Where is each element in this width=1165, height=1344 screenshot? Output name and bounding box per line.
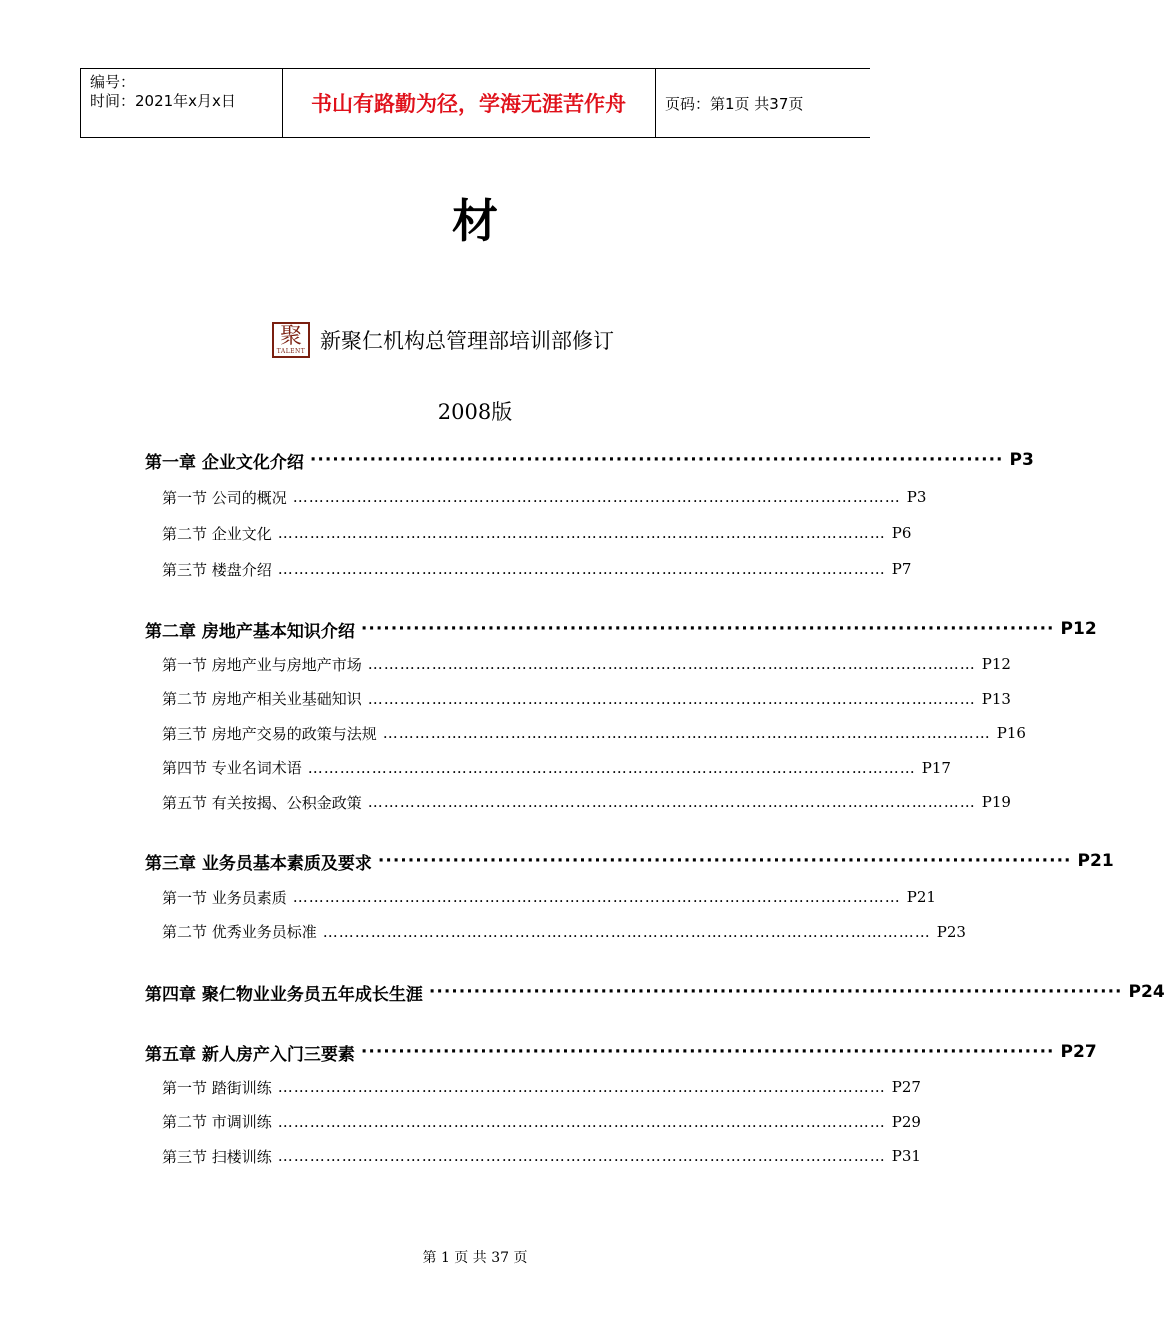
toc-leader-dots: …………………………………………………………………………………………………… (277, 1078, 886, 1096)
org-name: 新聚仁机构总管理部培训部修订 (320, 329, 614, 353)
toc-chapter-title: 第二章 房地产基本知识介绍 (145, 621, 355, 642)
toc-leader-dots: ····························································································· (360, 1042, 1055, 1062)
toc-section-page: P7 (891, 560, 912, 578)
toc-section-title: 第一节 业务员素质 (162, 888, 287, 907)
header-meta (90, 73, 236, 111)
toc-section-page: P3 (906, 488, 927, 506)
toc-section-title: 第二节 优秀业务员标准 (162, 923, 317, 941)
toc-section (162, 1111, 921, 1133)
toc-section-title: 第二节 房地产相关业基础知识 (162, 690, 362, 708)
toc-section-page: P21 (906, 888, 936, 906)
toc-leader-dots: …………………………………………………………………………………………………… (307, 758, 916, 777)
toc-section (162, 522, 912, 544)
toc-section-page: P6 (891, 524, 912, 542)
toc-section (162, 688, 1011, 710)
toc-section-page: P29 (891, 1112, 921, 1131)
toc-section (162, 1145, 921, 1167)
toc-leader-dots: …………………………………………………………………………………………………… (367, 793, 976, 811)
toc-leader-dots: …………………………………………………………………………………………………… (277, 524, 886, 542)
toc-section (162, 757, 951, 779)
toc-leader-dots: …………………………………………………………………………………………………… (367, 655, 976, 673)
toc-leader-dots: …………………………………………………………………………………………………… (382, 724, 991, 742)
toc-chapter-page: P24 (1128, 982, 1165, 1002)
toc-section-title: 第五节 有关按揭、公积金政策 (162, 793, 362, 812)
toc-chapter (145, 617, 1097, 642)
logo-glyph: 聚 (279, 324, 302, 349)
toc-section-title: 第四节 专业名词术语 (162, 759, 302, 777)
org-line (272, 322, 614, 358)
toc-section-page: P13 (981, 689, 1011, 708)
logo-text: TALENT (276, 348, 306, 355)
toc-section (162, 791, 1011, 813)
header-table (80, 68, 870, 138)
toc-section-title: 第三节 楼盘介绍 (162, 560, 272, 579)
header-motto: 书山有路勤为径，学海无涯苦作舟 (311, 92, 626, 116)
toc-section-title: 第一节 房地产业与房地产市场 (162, 655, 362, 674)
header-divider (80, 69, 81, 137)
toc-chapter-title: 第五章 新人房产入门三要素 (145, 1044, 355, 1065)
toc-chapter-title: 第四章 聚仁物业业务员五年成长生涯 (145, 984, 423, 1005)
toc-section-title: 第二节 市调训练 (162, 1113, 272, 1131)
toc-chapter (145, 849, 1114, 874)
toc-chapter-page: P12 (1060, 619, 1097, 639)
toc-section-page: P27 (891, 1078, 921, 1096)
toc-section (162, 1076, 921, 1098)
header-divider (655, 69, 656, 137)
toc-chapter-title: 第三章 业务员基本素质及要求 (145, 853, 372, 874)
talent-logo-icon (272, 322, 310, 358)
toc-leader-dots: …………………………………………………………………………………………………… (292, 888, 901, 906)
toc-chapter-title: 第一章 企业文化介绍 (145, 452, 304, 473)
toc-chapter (145, 980, 1165, 1005)
header-page-info: 页码：第1页 共37页 (665, 94, 804, 113)
toc-section (162, 722, 1026, 744)
toc-section (162, 886, 936, 908)
toc-chapter-page: P21 (1077, 851, 1114, 871)
version-label: 2008版 (437, 400, 513, 424)
toc-leader-dots: …………………………………………………………………………………………………… (322, 922, 931, 941)
toc-leader-dots: …………………………………………………………………………………………………… (292, 488, 901, 506)
toc-section-page: P12 (981, 655, 1011, 673)
page-footer: 第 1 页 共 37 页 (422, 1250, 528, 1266)
toc-section-title: 第一节 公司的概况 (162, 488, 287, 507)
toc-chapter (145, 1040, 1097, 1065)
toc-chapter (145, 448, 1034, 473)
toc-chapter-page: P27 (1060, 1042, 1097, 1062)
toc-section-title: 第三节 房地产交易的政策与法规 (162, 724, 377, 743)
toc-section-page: P17 (921, 758, 951, 777)
toc-leader-dots: ····························································································· (377, 851, 1072, 871)
toc-section (162, 653, 1011, 675)
toc-chapter-page: P3 (1009, 450, 1034, 470)
toc-section (162, 486, 927, 508)
time-label: 时间：2021年x月x日 (90, 92, 236, 110)
toc-leader-dots: ····························································································· (428, 982, 1123, 1002)
toc-section-title: 第二节 企业文化 (162, 524, 272, 543)
toc-leader-dots: …………………………………………………………………………………………………… (277, 560, 886, 578)
toc-section-title: 第三节 扫楼训练 (162, 1147, 272, 1166)
toc-section-page: P16 (996, 724, 1026, 742)
toc-leader-dots: …………………………………………………………………………………………………… (277, 1147, 886, 1165)
toc-leader-dots: …………………………………………………………………………………………………… (277, 1112, 886, 1131)
toc-section-page: P31 (891, 1147, 921, 1165)
toc-section-page: P23 (936, 922, 966, 941)
toc-section-page: P19 (981, 793, 1011, 811)
toc-leader-dots: ····························································································· (360, 619, 1055, 639)
toc-leader-dots: …………………………………………………………………………………………………… (367, 689, 976, 708)
number-label: 编号： (90, 73, 136, 91)
page-title: 材 (452, 194, 498, 248)
toc-section-title: 第一节 踏街训练 (162, 1078, 272, 1097)
toc-leader-dots: ····························································································· (309, 450, 1004, 470)
toc-section (162, 921, 966, 943)
toc-section (162, 558, 912, 580)
